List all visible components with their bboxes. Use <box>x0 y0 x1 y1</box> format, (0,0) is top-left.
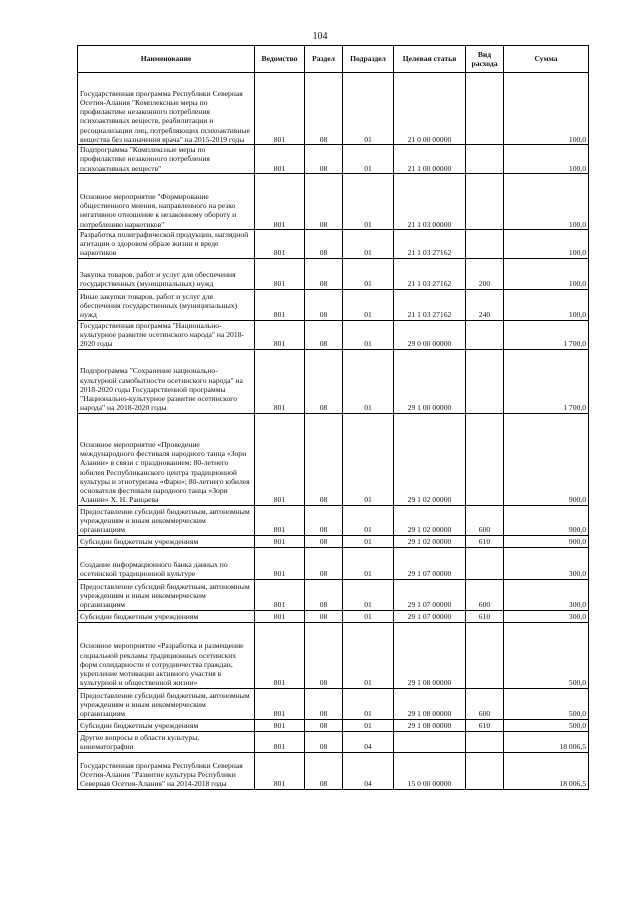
header-dept: Ведомство <box>255 46 305 73</box>
cell-name: Субсидии бюджетным учреждениям <box>78 535 255 547</box>
cell-expense-type <box>466 173 504 229</box>
cell-target: 21 0 00 00000 <box>394 73 466 145</box>
cell-section: 08 <box>305 505 343 535</box>
cell-sum: 500,0 <box>504 719 589 731</box>
cell-section: 08 <box>305 547 343 579</box>
cell-section: 08 <box>305 413 343 505</box>
cell-dept: 801 <box>255 145 305 174</box>
cell-dept: 801 <box>255 258 305 289</box>
cell-section: 08 <box>305 349 343 413</box>
cell-dept: 801 <box>255 610 305 622</box>
cell-subsection: 01 <box>343 413 394 505</box>
cell-target: 21 1 03 00000 <box>394 173 466 229</box>
cell-sum: 100,0 <box>504 173 589 229</box>
cell-expense-type: 600 <box>466 505 504 535</box>
cell-target: 29 1 07 00000 <box>394 579 466 610</box>
cell-expense-type <box>466 622 504 688</box>
cell-section: 08 <box>305 320 343 349</box>
header-subsection: Подраздел <box>343 46 394 73</box>
cell-sum: 300,0 <box>504 610 589 622</box>
cell-expense-type <box>466 229 504 258</box>
table-row <box>78 547 589 579</box>
cell-target: 21 1 03 27162 <box>394 289 466 320</box>
table-row <box>78 258 589 289</box>
cell-sum: 1 700,0 <box>504 349 589 413</box>
cell-target: 29 1 02 00000 <box>394 535 466 547</box>
cell-name: Закупка товаров, работ и услуг для обеспечения государственных (муниципальных) нужд <box>78 258 255 289</box>
cell-dept: 801 <box>255 349 305 413</box>
cell-subsection: 01 <box>343 547 394 579</box>
cell-expense-type <box>466 349 504 413</box>
cell-expense-type <box>466 413 504 505</box>
cell-subsection: 01 <box>343 320 394 349</box>
cell-sum: 18 006,5 <box>504 731 589 752</box>
cell-section: 08 <box>305 719 343 731</box>
cell-sum: 100,0 <box>504 258 589 289</box>
cell-section: 08 <box>305 73 343 145</box>
cell-expense-type: 200 <box>466 258 504 289</box>
cell-section: 08 <box>305 752 343 789</box>
cell-target: 29 1 02 00000 <box>394 505 466 535</box>
cell-sum: 1 700,0 <box>504 320 589 349</box>
table-row <box>78 610 589 622</box>
cell-dept: 801 <box>255 535 305 547</box>
cell-name: Иные закупки товаров, работ и услуг для обеспечения государственных (муниципальных) нужд <box>78 289 255 320</box>
cell-dept: 801 <box>255 731 305 752</box>
cell-section: 08 <box>305 258 343 289</box>
cell-name: Подпрограмма "Сохранение национально-культурной самобытности осетинского народа" на 2018-2020 годы Государственной программы "Национально-культурное развитие осетинского народа" на 2018-2020 годы <box>78 349 255 413</box>
cell-name: Субсидии бюджетным учреждениям <box>78 610 255 622</box>
cell-subsection: 04 <box>343 752 394 789</box>
cell-dept: 801 <box>255 719 305 731</box>
cell-expense-type: 610 <box>466 535 504 547</box>
cell-dept: 801 <box>255 752 305 789</box>
cell-sum: 100,0 <box>504 73 589 145</box>
cell-name: Субсидии бюджетным учреждениям <box>78 719 255 731</box>
header-name: Наименование <box>78 46 255 73</box>
cell-sum: 300,0 <box>504 547 589 579</box>
cell-dept: 801 <box>255 688 305 719</box>
table-row <box>78 349 589 413</box>
cell-name: Предоставление субсидий бюджетным, автономным учреждениям и иным некоммерческим организациям <box>78 579 255 610</box>
cell-target: 21 1 03 27162 <box>394 258 466 289</box>
table-row <box>78 413 589 505</box>
cell-expense-type <box>466 547 504 579</box>
cell-subsection: 01 <box>343 145 394 174</box>
table-row <box>78 622 589 688</box>
cell-dept: 801 <box>255 579 305 610</box>
page-number: 104 <box>312 31 328 42</box>
cell-sum: 300,0 <box>504 579 589 610</box>
cell-target: 29 1 00 00000 <box>394 349 466 413</box>
header-target: Целевая статья <box>394 46 466 73</box>
cell-name: Государственная программа "Национально-культурное развитие осетинского народа" на 2018-2020 годы <box>78 320 255 349</box>
table-row <box>78 320 589 349</box>
cell-sum: 100,0 <box>504 229 589 258</box>
cell-subsection: 01 <box>343 535 394 547</box>
cell-section: 08 <box>305 688 343 719</box>
cell-expense-type <box>466 73 504 145</box>
cell-target: 29 1 02 00000 <box>394 413 466 505</box>
cell-dept: 801 <box>255 229 305 258</box>
cell-section: 08 <box>305 145 343 174</box>
cell-section: 08 <box>305 622 343 688</box>
cell-sum: 18 006,5 <box>504 752 589 789</box>
cell-section: 08 <box>305 173 343 229</box>
cell-subsection: 01 <box>343 688 394 719</box>
cell-subsection: 01 <box>343 579 394 610</box>
cell-name: Разработка полиграфической продукции, наглядной агитации о здоровом образе жизни и вреде наркотиков <box>78 229 255 258</box>
cell-name: Предоставление субсидий бюджетным, автономным учреждениям и иным некоммерческим организациям <box>78 505 255 535</box>
cell-subsection: 04 <box>343 731 394 752</box>
cell-expense-type <box>466 320 504 349</box>
cell-target: 21 1 00 00000 <box>394 145 466 174</box>
cell-expense-type <box>466 145 504 174</box>
cell-target: 29 1 07 00000 <box>394 547 466 579</box>
table-row <box>78 229 589 258</box>
cell-dept: 801 <box>255 173 305 229</box>
budget-table <box>77 45 589 790</box>
cell-target: 29 0 00 00000 <box>394 320 466 349</box>
cell-name: Предоставление субсидий бюджетным, автономным учреждениям и иным некоммерческим организациям <box>78 688 255 719</box>
cell-section: 08 <box>305 579 343 610</box>
cell-dept: 801 <box>255 73 305 145</box>
cell-name: Основное мероприятие «Разработка и размещение социальной рекламы традиционных осетинских форм солидарности и сотрудничества граждан, укрепление мотивации активного участия в культурной и общественной жизни» <box>78 622 255 688</box>
cell-expense-type: 600 <box>466 579 504 610</box>
table-row <box>78 688 589 719</box>
cell-dept: 801 <box>255 547 305 579</box>
cell-target: 29 1 08 00000 <box>394 622 466 688</box>
cell-target: 29 1 08 00000 <box>394 688 466 719</box>
cell-target: 15 0 00 00000 <box>394 752 466 789</box>
cell-sum: 100,0 <box>504 289 589 320</box>
cell-dept: 801 <box>255 505 305 535</box>
cell-subsection: 01 <box>343 610 394 622</box>
cell-sum: 900,0 <box>504 413 589 505</box>
cell-expense-type <box>466 731 504 752</box>
cell-name: Подпрограмма "Комплексные меры по профилактике незаконного потребления психоактивных веществ" <box>78 145 255 174</box>
cell-subsection: 01 <box>343 258 394 289</box>
table-row <box>78 173 589 229</box>
table-row <box>78 289 589 320</box>
table-row <box>78 145 589 174</box>
cell-section: 08 <box>305 610 343 622</box>
cell-expense-type: 240 <box>466 289 504 320</box>
cell-section: 08 <box>305 731 343 752</box>
cell-subsection: 01 <box>343 173 394 229</box>
cell-expense-type <box>466 752 504 789</box>
table-row <box>78 73 589 145</box>
cell-sum: 500,0 <box>504 622 589 688</box>
cell-subsection: 01 <box>343 719 394 731</box>
cell-target: 21 1 03 27162 <box>394 229 466 258</box>
cell-section: 08 <box>305 229 343 258</box>
cell-name: Основное мероприятие «Проведение международного фестиваля народного танца «Зори Алании» в связи с празднованием: 80-летнего юбилея Республиканского центра традиционной культуры и этнотуризма «Фарн»; 80-летнего юбилея основателя фестиваля народного танца «Зори Алании» Х. Н. Ранцаева <box>78 413 255 505</box>
cell-subsection: 01 <box>343 229 394 258</box>
cell-subsection: 01 <box>343 622 394 688</box>
cell-subsection: 01 <box>343 349 394 413</box>
cell-dept: 801 <box>255 622 305 688</box>
cell-section: 08 <box>305 289 343 320</box>
cell-sum: 900,0 <box>504 505 589 535</box>
cell-name: Создание информационного банка данных по осетинской традиционной культуре <box>78 547 255 579</box>
cell-subsection: 01 <box>343 73 394 145</box>
cell-target: 29 1 08 00000 <box>394 719 466 731</box>
cell-subsection: 01 <box>343 289 394 320</box>
table-row <box>78 752 589 789</box>
cell-target <box>394 731 466 752</box>
cell-dept: 801 <box>255 413 305 505</box>
cell-subsection: 01 <box>343 505 394 535</box>
header-section: Раздел <box>305 46 343 73</box>
cell-name: Основное мероприятие "Формирование общественного мнения, направленного на резко негативное отношение к незаконному обороту и потреблению наркотиков" <box>78 173 255 229</box>
cell-target: 29 1 07 00000 <box>394 610 466 622</box>
header-row <box>78 46 589 73</box>
cell-section: 08 <box>305 535 343 547</box>
cell-dept: 801 <box>255 320 305 349</box>
header-sum: Сумма <box>504 46 589 73</box>
table-row <box>78 731 589 752</box>
table-row <box>78 579 589 610</box>
table-row <box>78 719 589 731</box>
cell-name: Государственная программа Республики Северная Осетия-Алания "Развитие культуры Республики Северная Осетия-Алания" на 2014-2018 годы <box>78 752 255 789</box>
table-row <box>78 535 589 547</box>
cell-sum: 500,0 <box>504 688 589 719</box>
cell-dept: 801 <box>255 289 305 320</box>
cell-name: Другие вопросы в области культуры, кинематографии <box>78 731 255 752</box>
cell-expense-type: 600 <box>466 688 504 719</box>
table-row <box>78 505 589 535</box>
cell-name: Государственная программа Республики Северная Осетия-Алания "Комплексные меры по профилактике незаконного потребления психоактивных веществ, реабилитации и ресоциализации лиц, потребляющих психоактивные вещества без назначения врача" на 2015-2019 годы <box>78 73 255 145</box>
cell-sum: 900,0 <box>504 535 589 547</box>
header-expense-type: Вид расхода <box>466 46 504 73</box>
cell-expense-type: 610 <box>466 719 504 731</box>
cell-sum: 100,0 <box>504 145 589 174</box>
cell-expense-type: 610 <box>466 610 504 622</box>
